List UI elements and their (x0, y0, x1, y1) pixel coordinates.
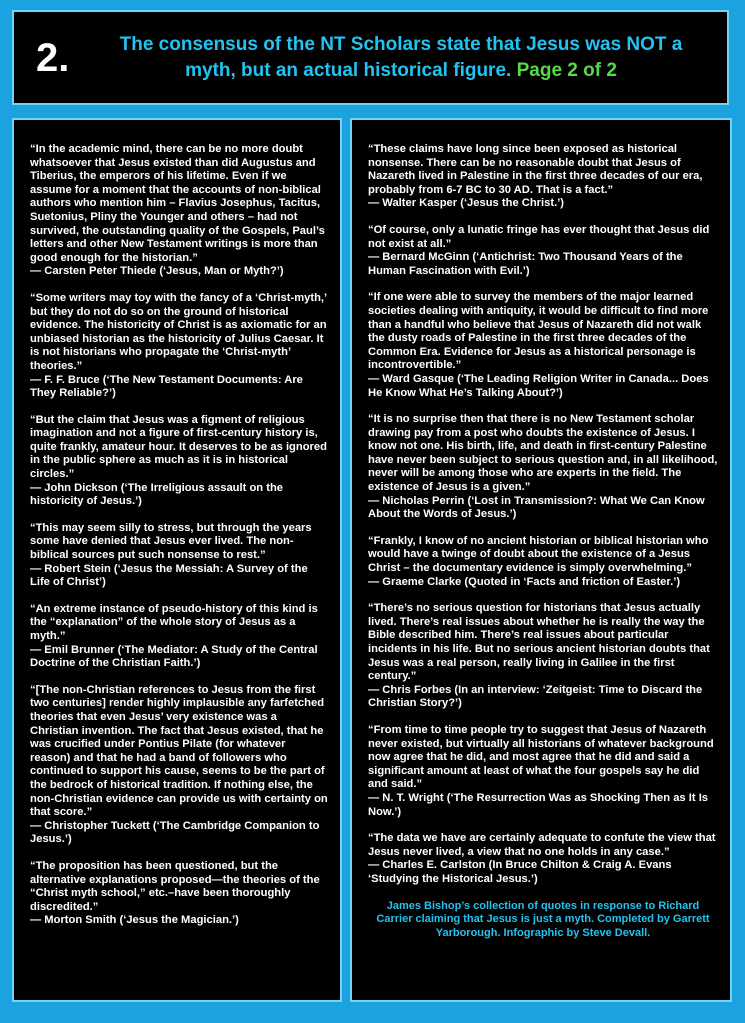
page-title (96, 32, 706, 84)
quote-source: — Bernard McGinn (‘Antichrist: Two Thousand Years of the Human Fascination with Evil.’) (368, 251, 683, 277)
quote-block (368, 224, 718, 278)
quote-source: — Chris Forbes (In an interview: ‘Zeitgeist: Time to Discard the Christian Story?’) (368, 683, 703, 710)
quote-text: “Some writers may toy with the fancy of a ‘Christ-myth,’ but they do not do so on the ground of historical evidence. The historicity of Christ is as axiomatic for an unbiased historian as the historicity of Julius Caesar. It is not historians who propagate the ‘Christ-myth’ theories.” (30, 291, 327, 372)
quote-text: “[The non-Christian references to Jesus from the first two centuries] render highly implausible any farfetched theories that even Jesus’ very existence was a Christian invention. The fact that Jesus existed, that he was crucified under Pontius Pilate (for whatever reason) and that he had a band of followers who continued to support his cause, seems to be the part of the bedrock of historical tradition. If nothing else, the non-Christian evidence can provide us with certainty on that score.” (30, 683, 328, 819)
quote-block (368, 291, 718, 400)
quote-text: “It is no surprise then that there is no New Testament scholar drawing pay from a post who doubts the existence of Jesus. I know not one. His birth, life, and death in first-century Palestine have never been subject to serious question and, in all likelihood, never will be among those who are experts in the field. The existence of Jesus is a given.” (368, 413, 718, 494)
quote-text: “Of course, only a lunatic fringe has ever thought that Jesus did not exist at all.” (368, 223, 710, 250)
quote-source: — Emil Brunner (‘The Mediator: A Study of the Central Doctrine of the Christian Faith.’) (30, 643, 318, 670)
quote-source: — Graeme Clarke (Quoted in ‘Facts and friction of Easter.’) (368, 575, 681, 588)
quote-block (30, 603, 328, 671)
right-column (350, 118, 732, 1002)
quote-source: — Robert Stein (‘Jesus the Messiah: A Survey of the Life of Christ’) (30, 562, 308, 589)
quote-block (368, 413, 718, 522)
quote-source: — Carsten Peter Thiede (‘Jesus, Man or Myth?’) (30, 265, 284, 278)
quote-text: “There’s no serious question for historians that Jesus actually lived. There’s real issues about whether he is really the way the Bible described him. There’s real issues about particular incidents in his life. But no serious ancient historian doubts that Jesus was a real person, really living in Galilee in the first century.” (368, 602, 710, 683)
page-number: 2. (36, 36, 70, 80)
title-text: The consensus of the NT Scholars state that Jesus was NOT a myth, but an actual historical figure. (119, 34, 683, 81)
quote-source: — Walter Kasper (‘Jesus the Christ.’) (368, 197, 565, 210)
credits-note: James Bishop’s collection of quotes in response to Richard Carrier claiming that Jesus is just a myth. Completed by Garrett Yarborough. Infographic by Steve Devall. (376, 899, 710, 939)
quote-source: — Ward Gasque (‘The Leading Religion Writer in Canada... Does He Know What He’s Talking About?’) (368, 372, 709, 399)
quote-source: — Christopher Tuckett (‘The Cambridge Companion to Jesus.’) (30, 819, 320, 846)
quote-source: — Nicholas Perrin (‘Lost in Transmission?: What We Can Know About the Words of Jesus.’) (368, 494, 705, 521)
quote-block (368, 832, 718, 886)
quote-text: “Frankly, I know of no ancient historian or biblical historian who would have a twinge of doubt about the existence of a Jesus Christ – the documentary evidence is simply overwhelming.” (368, 534, 709, 575)
quote-block (30, 860, 328, 928)
quote-block (368, 535, 718, 589)
quote-source: — Charles E. Carlston (In Bruce Chilton & Craig A. Evans ‘Studying the Historical Jesus.’) (368, 859, 672, 885)
quote-block (368, 143, 718, 211)
quote-text: “The data we have are certainly adequate to confute the view that Jesus never lived, a view that no one holds in any case.” (368, 832, 716, 858)
quote-text: “From time to time people try to suggest that Jesus of Nazareth never existed, but virtually all historians of whatever background now agree that he did, and most agree that he did and said a significant amount at least of what the four gospels say he did and said.” (368, 723, 714, 791)
quote-text: “An extreme instance of pseudo-history of this kind is the “explanation” of the whole story of Jesus as a myth.” (30, 602, 318, 642)
page-indicator: Page 2 of 2 (516, 60, 617, 81)
quote-text: “The proposition has been questioned, but the alternative explanations proposed—the theories of the “Christ myth school,” etc.–have been thoroughly discredited.” (30, 859, 320, 913)
quote-block (30, 684, 328, 847)
quote-text: “This may seem silly to stress, but through the years some have denied that Jesus ever lived. The non-biblical sources put such nonsense to rest.” (30, 521, 312, 562)
header-banner (12, 10, 729, 105)
quote-text: “If one were able to survey the members of the major learned societies dealing with antiquity, it would be difficult to find more than a handful who believe that Jesus of Nazareth did not walk the dusty roads of Palestine in the first three decades of the Common Era. Evidence for Jesus as a historical personage is incontrovertible.” (368, 291, 709, 372)
quote-source: — F. F. Bruce (‘The New Testament Documents: Are They Reliable?’) (30, 373, 303, 400)
quote-block (368, 724, 718, 819)
quote-text: “In the academic mind, there can be no more doubt whatsoever that Jesus existed than did Augustus and Tiberius, the emperors of his lifetime. Even if we assume for a moment that the accounts of non-biblical authors who mention him – Flavius Josephus, Tacitus, Suetonius, Pliny the Younger and others – had not survived, the outstanding quality of the Gospels, Paul’s letters and other New Testament writings is more than good enough for the historian.” (30, 143, 325, 264)
left-column (12, 118, 342, 1002)
quote-text: “But the claim that Jesus was a figment of religious imagination and not a figure of first-century history is, quite frankly, amateur hour. It deserves to be as ignored in the public sphere as much as it is in historical circles.” (30, 413, 327, 481)
quote-source: — John Dickson (‘The Irreligious assault on the historicity of Jesus.’) (30, 481, 284, 508)
quote-block (30, 143, 328, 279)
quote-text: “These claims have long since been exposed as historical nonsense. There can be no reasonable doubt that Jesus of Nazareth lived in Palestine in the first three decades of our era, probably from 6-7 BC to 30 AD. That is a fact.” (368, 143, 703, 196)
quote-block (368, 602, 718, 711)
quote-source: — Morton Smith (‘Jesus the Magician.’) (30, 914, 239, 927)
quote-block (30, 292, 328, 401)
quote-block (30, 522, 328, 590)
quote-source: — N. T. Wright (‘The Resurrection Was as Shocking Then as It Is Now.’) (368, 791, 709, 818)
quote-block (30, 414, 328, 509)
